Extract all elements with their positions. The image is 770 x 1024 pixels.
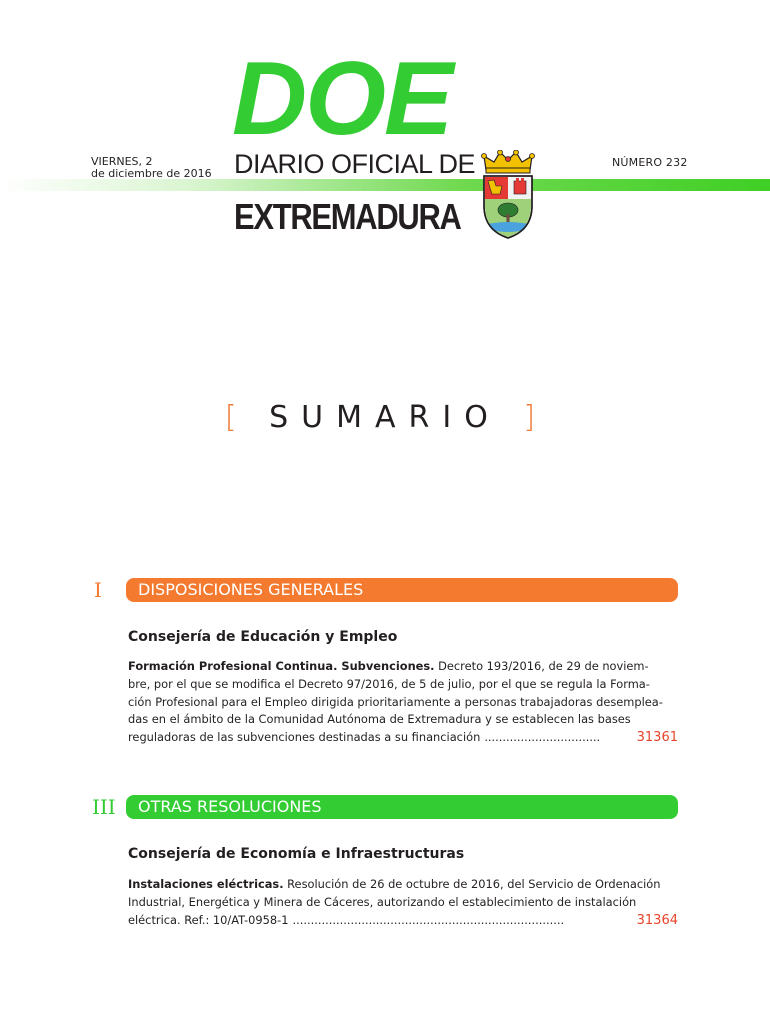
- page-reference-31361[interactable]: 31361: [636, 730, 678, 746]
- issue-number: NÚMERO 232: [612, 156, 688, 169]
- entry-line: reguladoras de las subvenciones destinadas a su financiación ................................ 31361: [128, 730, 678, 746]
- header-green-bar: [0, 179, 770, 191]
- date-full: de diciembre de 2016: [91, 167, 212, 180]
- entry-lead: Instalaciones eléctricas.: [128, 877, 284, 891]
- entry-line: das en el ámbito de la Comunidad Autónoma de Extremadura y se establecen las bases: [128, 712, 631, 727]
- doe-logo-text: DOE: [232, 52, 452, 144]
- consejeria-educacion: Consejería de Educación y Empleo: [128, 629, 398, 645]
- section-bar-disposiciones-generales: DISPOSICIONES GENERALES: [126, 578, 678, 602]
- entry-line: eléctrica. Ref.: 10/AT-0958-1 ........................................................................... 31364: [128, 912, 678, 928]
- sumario-close-bracket: ]: [523, 400, 546, 435]
- entry-line: Formación Profesional Continua. Subvenciones. Decreto 193/2016, de 29 de noviem-: [128, 659, 649, 673]
- entry-line: Instalaciones eléctricas. Resolución de 26 de octubre de 2016, del Servicio de Ordenación: [128, 877, 661, 891]
- coat-of-arms-icon: [478, 150, 538, 240]
- doe-logo: [232, 52, 548, 144]
- entry-line: Industrial, Energética y Minera de Cáceres, autorizando el establecimiento de instalación: [128, 894, 637, 909]
- entry-formacion-profesional: [128, 658, 678, 747]
- section-bar-otras-resoluciones: OTRAS RESOLUCIONES: [126, 795, 678, 819]
- entry-lead: Formación Profesional Continua. Subvenciones.: [128, 659, 435, 673]
- title-extremadura: EXTREMADURA: [234, 196, 461, 237]
- page-reference-31364[interactable]: 31364: [636, 912, 678, 928]
- title-diario-oficial: DIARIO OFICIAL DE: [234, 149, 476, 179]
- entry-instalaciones-electricas: [128, 876, 678, 929]
- entry-line: bre, por el que se modifica el Decreto 97/2016, de 5 de julio, por el que se regula la Forma-: [128, 676, 650, 691]
- entry-line: ción Profesional para el Empleo dirigida prioritariamente a personas trabajadoras desemplea-: [128, 694, 663, 709]
- sumario-heading: [0, 400, 770, 435]
- date-weekday: VIERNES, 2: [91, 155, 153, 168]
- sumario-title: SUMARIO: [269, 400, 501, 435]
- consejeria-economia: Consejería de Economía e Infraestructuras: [128, 846, 465, 862]
- section-number-3: III: [92, 795, 116, 819]
- section-number-1: I: [94, 578, 102, 602]
- sumario-open-bracket: [: [224, 400, 247, 435]
